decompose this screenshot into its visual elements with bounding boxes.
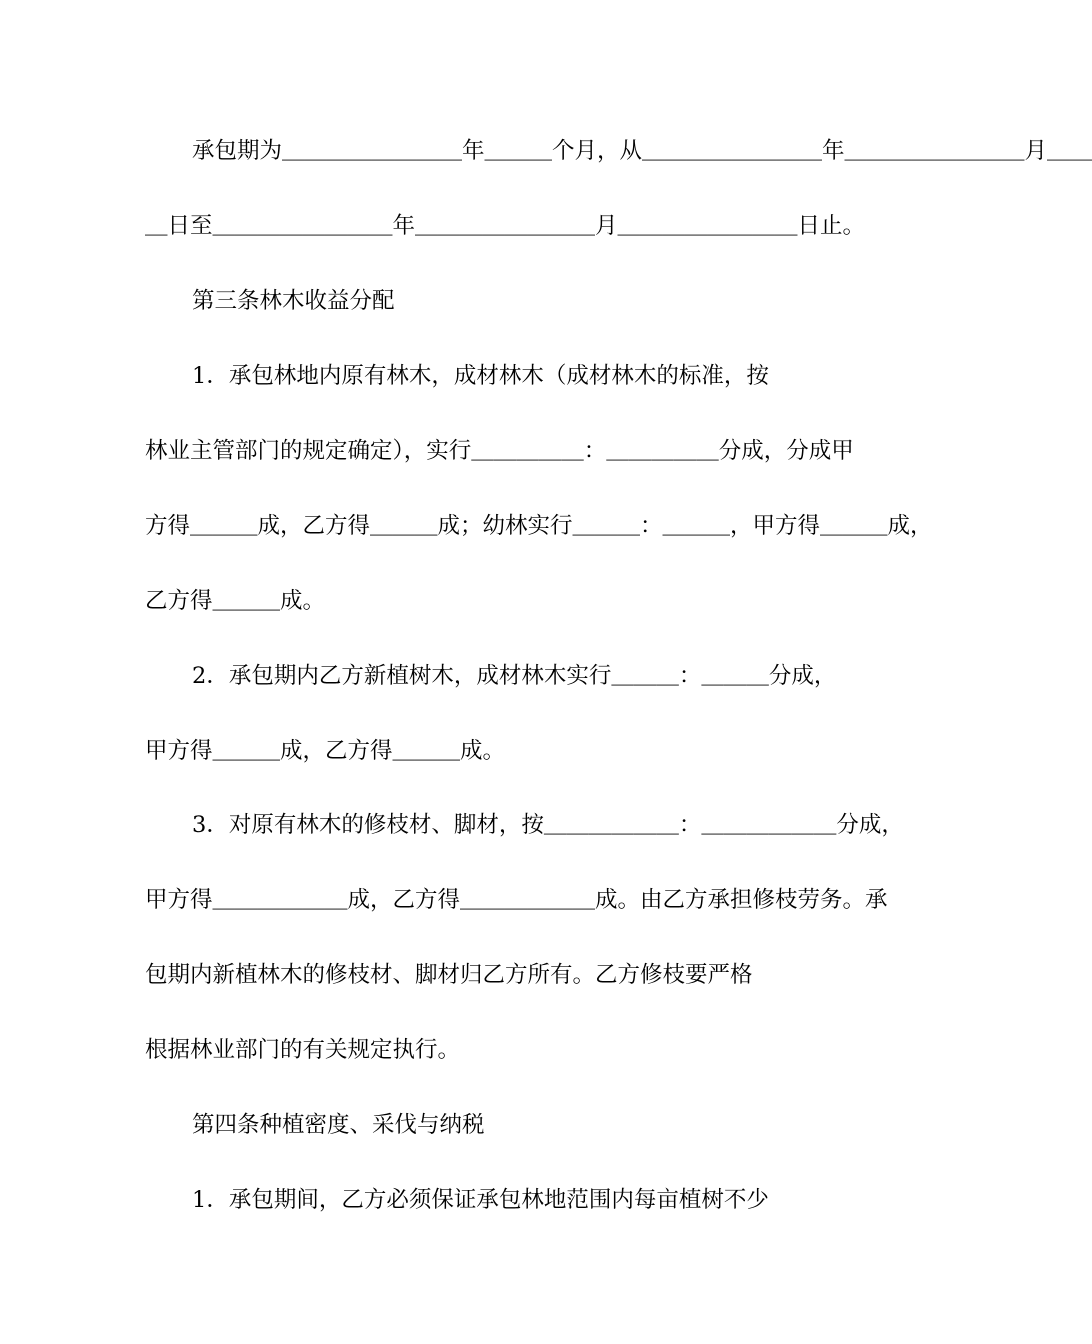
text-line: 3．对原有林木的修枝材、脚材，按＿＿＿＿＿＿：＿＿＿＿＿＿分成，	[192, 812, 904, 838]
text-line: 1．承包林地内原有林木，成材林木（成材林木的标准，按	[192, 363, 769, 389]
text-line: ＿日至＿＿＿＿＿＿＿＿年＿＿＿＿＿＿＿＿月＿＿＿＿＿＿＿＿日止。	[145, 213, 866, 239]
text-line: 承包期为＿＿＿＿＿＿＿＿年＿＿＿个月，从＿＿＿＿＿＿＿＿年＿＿＿＿＿＿＿＿月＿＿	[192, 138, 1092, 164]
text-line: 甲方得＿＿＿成，乙方得＿＿＿成。	[145, 738, 506, 764]
text-line: 乙方得＿＿＿成。	[145, 588, 326, 614]
text-line: 甲方得＿＿＿＿＿＿成，乙方得＿＿＿＿＿＿成。由乙方承担修枝劳务。承	[145, 887, 888, 913]
text-line: 包期内新植林木的修枝材、脚材归乙方所有。乙方修枝要严格	[145, 962, 753, 988]
text-line: 根据林业部门的有关规定执行。	[145, 1037, 461, 1063]
text-line: 方得＿＿＿成，乙方得＿＿＿成；幼林实行＿＿＿：＿＿＿，甲方得＿＿＿成，	[145, 513, 933, 539]
text-line: 2．承包期内乙方新植树木，成材林木实行＿＿＿：＿＿＿分成，	[192, 663, 837, 689]
text-line: 林业主管部门的规定确定），实行＿＿＿＿＿：＿＿＿＿＿分成，分成甲	[145, 438, 854, 464]
section-heading: 第三条林木收益分配	[192, 288, 395, 314]
section-heading: 第四条种植密度、采伐与纳税	[192, 1112, 485, 1138]
text-line: 1．承包期间，乙方必须保证承包林地范围内每亩植树不少	[192, 1187, 769, 1213]
